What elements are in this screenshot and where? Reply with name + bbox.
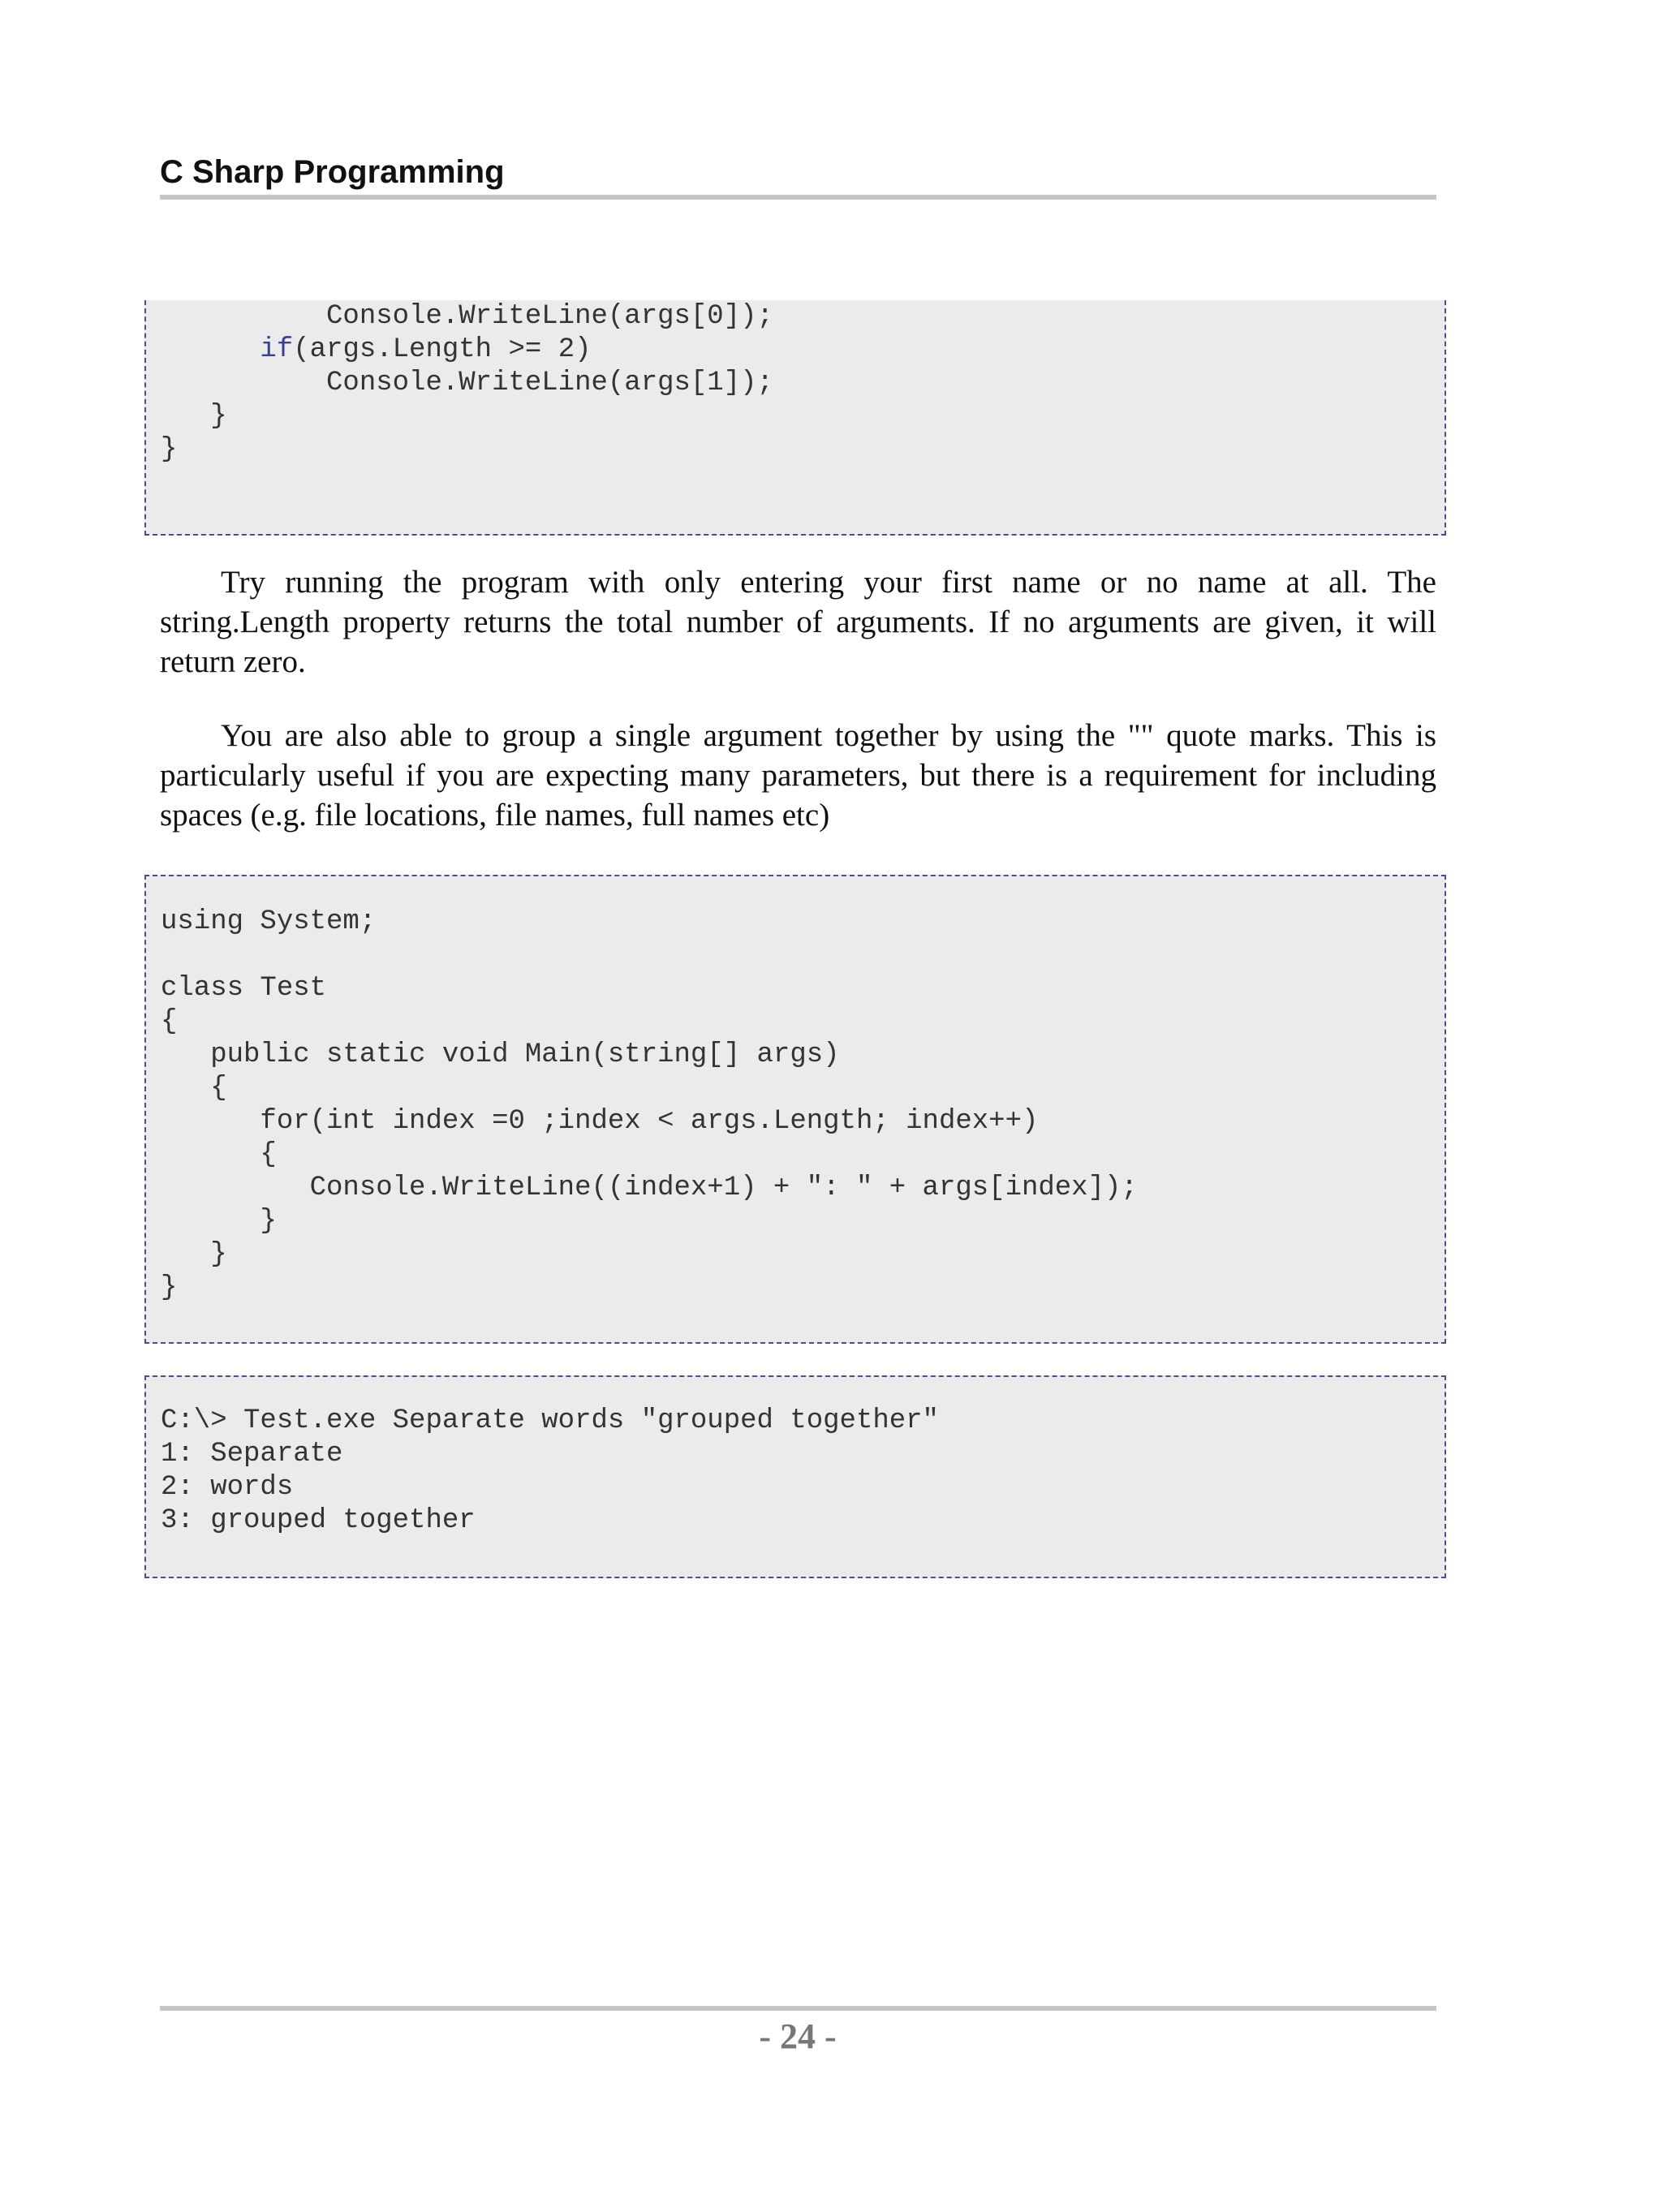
code-keyword: if xyxy=(260,334,294,365)
console-output-text: C:\> Test.exe Separate words "grouped together" 1: Separate 2: words 3: grouped together xyxy=(161,1405,939,1536)
code-line: } xyxy=(161,434,178,465)
body-paragraph: Try running the program with only entering your first name or no name at all. The string.Length property returns the total number of arguments. If no arguments are given, it will return zero. xyxy=(160,565,1436,679)
page-header-title: C Sharp Programming xyxy=(160,154,505,190)
footer-rule xyxy=(160,2006,1436,2011)
code-text xyxy=(161,300,773,467)
code-line: Console.WriteLine(args[0]); xyxy=(161,301,773,332)
code-block-continued xyxy=(144,300,1446,536)
code-line-indent xyxy=(161,334,260,365)
code-block-console-output xyxy=(144,1375,1446,1578)
code-line: } xyxy=(161,401,227,432)
code-text: using System; class Test { public static void Main(string[] args) { for(int index =0 ;index < args.Length; index++) { Console.WriteLine((index+1) + ": " + args[index]); } } } xyxy=(161,906,1138,1303)
header-rule xyxy=(160,195,1436,200)
page-number: - 24 - xyxy=(759,2016,837,2056)
body-paragraph: You are also able to group a single argument together by using the "" quote marks. This is particularly useful if you are expecting many parameters, but there is a requirement for including spaces (e.g. file locations, file names, full names etc) xyxy=(160,718,1436,833)
code-line: Console.WriteLine(args[1]); xyxy=(161,368,773,398)
code-line-rest: (args.Length >= 2) xyxy=(293,334,592,365)
code-block-program xyxy=(144,875,1446,1344)
